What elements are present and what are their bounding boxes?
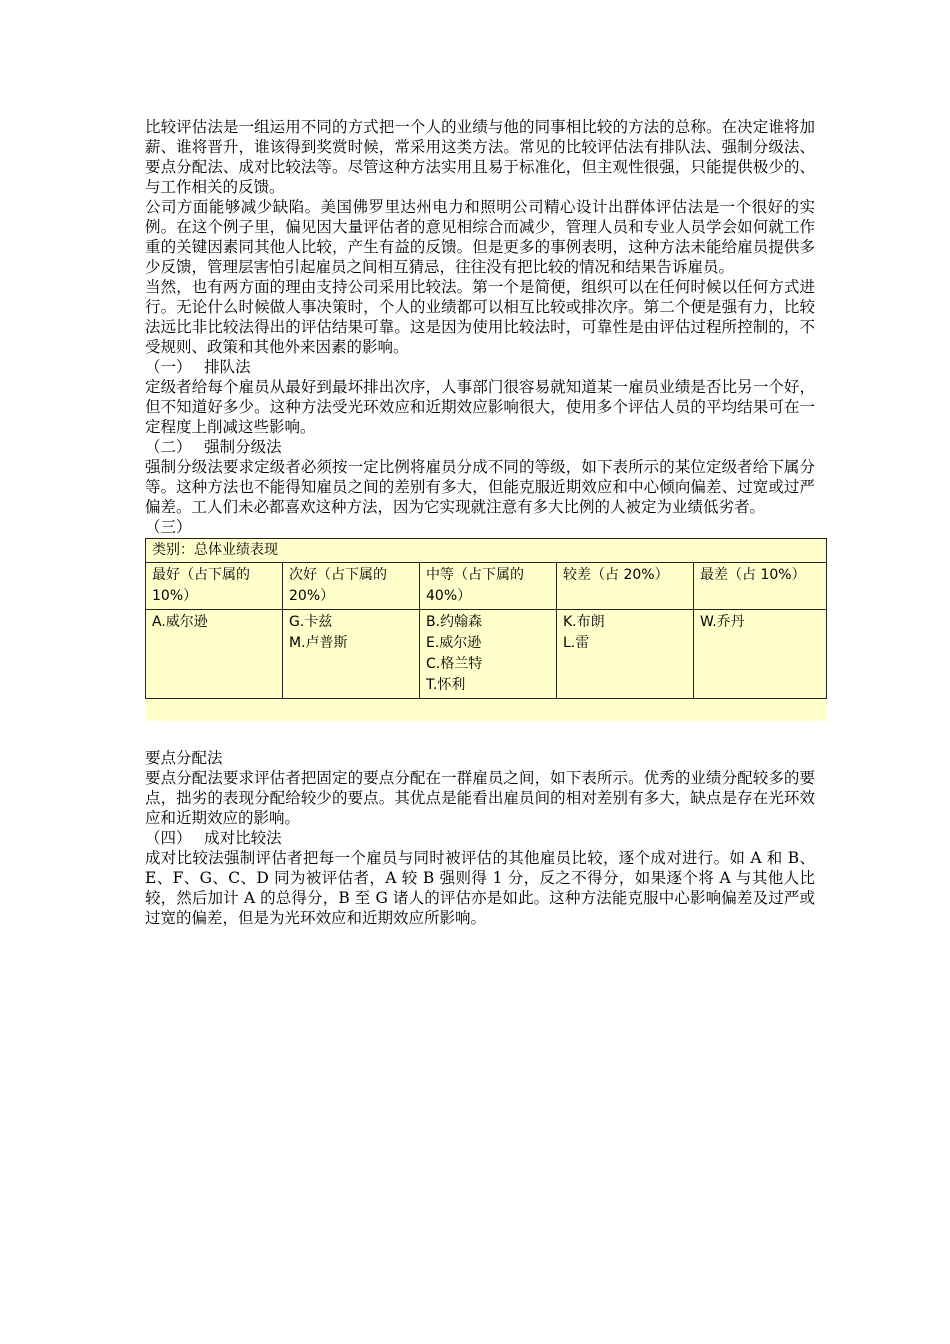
table-cell-middle	[420, 610, 557, 699]
forced-distribution-table-wrapper	[145, 538, 827, 721]
intro-paragraph: 比较评估法是一组运用不同的方式把一个人的业绩与他的同事相比较的方法的总称。在决定谁将加薪、谁将晋升，谁该得到奖赏时候，常采用这类方法。常见的比较评估法有排队法、强制分级法、要点分配法、成对比较法等。尽管这种方法实用且易于标准化，但主观性很强，只能提供极少的、与工作相关的反馈。	[145, 118, 815, 196]
section-body-forced: 强制分级法要求定级者必须按一定比例将雇员分成不同的等级，如下表所示的某位定级者给下属分等。这种方法也不能得知雇员之间的差别有多大，但能克服近期效应和中心倾向偏差、过宽或过严偏差。工人们未必都喜欢这种方法，因为它实现就注意有多大比例的人被定为业绩低劣者。	[145, 458, 815, 516]
spacer	[145, 721, 815, 748]
table-cell-poor	[557, 610, 694, 699]
section-body-paired: 成对比较法强制评估者把每一个雇员与同时被评估的其他雇员比较，逐个成对进行。如 A 和 B、E、F、G、C、D 同为被评估者，A 较 B 强则得 1 分，反之不得分，如果逐个将 A 与其他人比较，然后加计 A 的总得分，B 至 G 诸人的评估亦是如此。这种方法能克服中心影响偏差及过严或过宽的偏差，但是为光环效应和近期效应所影响。	[145, 849, 815, 927]
employee-name: E.威尔逊	[426, 635, 482, 651]
employee-name: A.威尔逊	[152, 614, 208, 630]
employee-name: B.约翰森	[426, 614, 483, 630]
table-header-middle: 中等（占下属的40%）	[420, 563, 557, 610]
employee-name: M.卢普斯	[289, 635, 348, 651]
employee-name: L.雷	[563, 635, 590, 651]
section-heading-points: 要点分配法	[145, 749, 223, 767]
table-header-best: 最好（占下属的10%）	[146, 563, 283, 610]
section-heading-paired: （四） 成对比较法	[145, 829, 282, 847]
section-heading-ranking: （一） 排队法	[145, 358, 251, 376]
section-body-ranking: 定级者给每个雇员从最好到最坏排出次序，人事部门很容易就知道某一雇员业绩是否比另一个好，但不知道好多少。这种方法受光环效应和近期效应影响很大，使用多个评估人员的平均结果可在一定程度上削减这些影响。	[145, 378, 815, 436]
forced-distribution-table	[145, 538, 827, 699]
table-cell-best	[146, 610, 283, 699]
section-label-three: （三）	[145, 518, 192, 536]
employee-name: T.怀利	[426, 677, 466, 693]
employee-name: K.布朗	[563, 614, 605, 630]
document-page	[145, 117, 815, 928]
table-header-poor: 较差（占 20%）	[557, 563, 694, 610]
example-paragraph: 公司方面能够减少缺陷。美国佛罗里达州电力和照明公司精心设计出群体评估法是一个很好的实例。在这个例子里，偏见因大量评估者的意见相综合而减少，管理人员和专业人员学会如何就工作重的关键因素同其他人比较，产生有益的反馈。但是更多的事例表明，这种方法未能给雇员提供多少反馈，管理层害怕引起雇员之间相互猜忌，往往没有把比较的情况和结果告诉雇员。	[145, 198, 815, 276]
employee-name: G.卡兹	[289, 614, 333, 630]
table-category-cell: 类别：总体业绩表现	[146, 539, 827, 563]
table-header-worst: 最差（占 10%）	[694, 563, 827, 610]
reasons-paragraph: 当然，也有两方面的理由支持公司采用比较法。第一个是简便，组织可以在任何时候以任何方式进行。无论什么时候做人事决策时，个人的业绩都可以相互比较或排次序。第二个便是强有力，比较法远比非比较法得出的评估结果可靠。这是因为使用比较法时，可靠性是由评估过程所控制的，不受规则、政策和其他外来因素的影响。	[145, 278, 815, 356]
table-cell-worst	[694, 610, 827, 699]
section-heading-forced: （二） 强制分级法	[145, 438, 282, 456]
section-body-points: 要点分配法要求评估者把固定的要点分配在一群雇员之间，如下表所示。优秀的业绩分配较多的要点，拙劣的表现分配给较少的要点。其优点是能看出雇员间的相对差别有多大，缺点是存在光环效应和近期效应的影响。	[145, 769, 815, 827]
table-cell-second	[283, 610, 420, 699]
table-header-second: 次好（占下属的20%）	[283, 563, 420, 610]
employee-name: W.乔丹	[700, 614, 745, 630]
employee-name: C.格兰特	[426, 656, 483, 672]
